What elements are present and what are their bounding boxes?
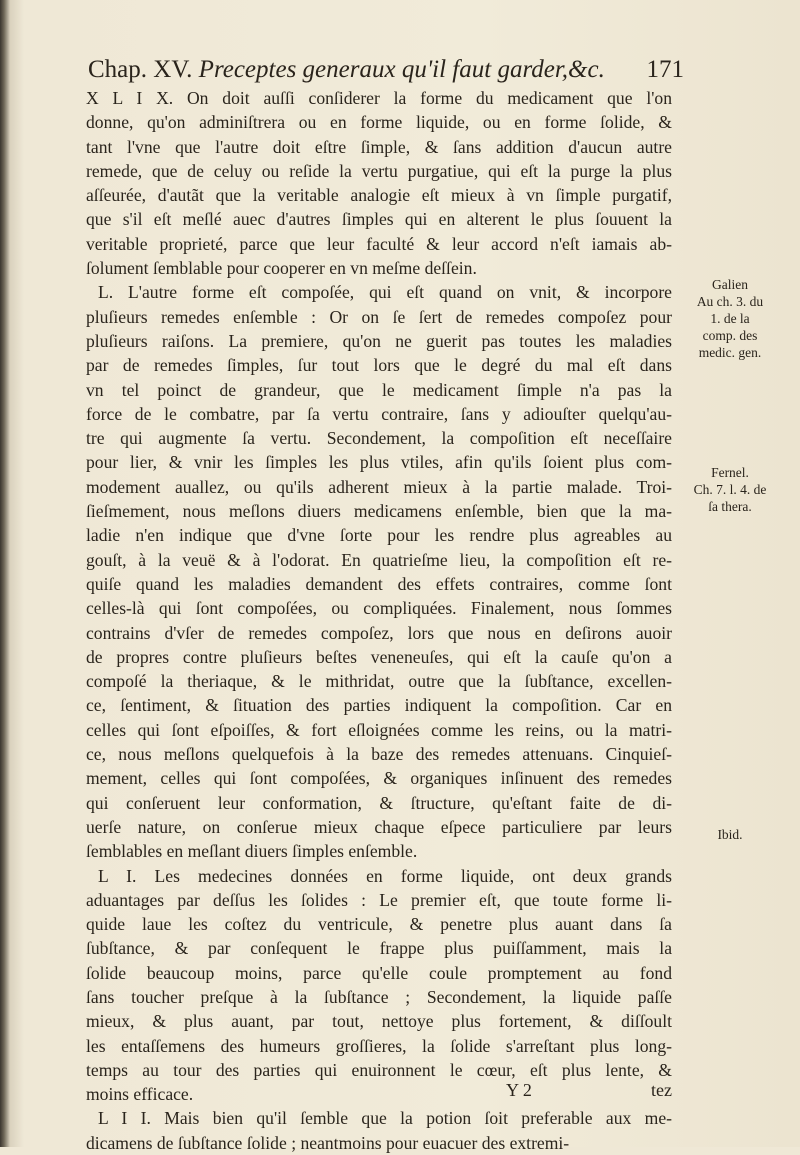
margin-note-line: Galien <box>712 277 748 292</box>
text-line: pour lier, & vnir les ſimples les plus vtiles, afin qu'ils ſoient plus com- <box>86 452 672 473</box>
text-line: donne, qu'on adminiſtrera ou en forme liquide, ou en forme ſolide, & <box>86 112 672 133</box>
text-line: contrains d'vſer de remedes compoſez, lors que nous en deſirons auoir <box>86 622 672 643</box>
body-text <box>86 86 672 1155</box>
text-line: mement, celles qui ſont compoſées, & organiques inſinuent des remedes <box>86 768 672 789</box>
margin-note-line: ſa thera. <box>708 499 752 514</box>
text-line: mieux, & plus auant, par tout, nettoye plus fortement, & diſſoult <box>86 1011 672 1032</box>
text-line: ſolument ſemblable pour cooperer en vn meſme deſſein. <box>86 258 477 279</box>
text-line: les entaſſemens des humeurs groſſieres, la ſolide s'arreſtant plus long- <box>86 1035 672 1056</box>
text-line: L I. Les medecines données en forme liquide, ont deux grands <box>98 865 672 886</box>
text-line: temps au tour des parties qui enuironnent le cœur, eſt plus lente, & <box>86 1059 672 1080</box>
text-line: uerſe nature, on conſerue mieux chaque eſpece particuliere par leurs <box>86 816 672 837</box>
margin-note-line: Fernel. <box>711 465 749 480</box>
page-number: 171 <box>646 56 684 83</box>
text-line: ſemblables en meſlant diuers ſimples enſemble. <box>86 841 418 862</box>
text-line: moins efficace. <box>86 1084 194 1105</box>
text-line: que s'il eſt meſlé auec d'autres ſimples qui en alterent le plus ſouuent la <box>86 209 672 230</box>
text-line: ſubſtance, & par conſequent le frappe plus puiſſamment, mais la <box>86 938 672 959</box>
text-line: qui conſeruent leur conformation, & ſtructure, qu'eſtant faite de di- <box>86 792 672 813</box>
text-line: aduantages par deſſus les ſolides : Le premier eſt, que toute forme li- <box>86 889 672 910</box>
chapter-title: Preceptes generaux qu'il faut garder,&c. <box>198 56 605 83</box>
page-footer <box>86 1080 672 1104</box>
text-line: dicamens de ſubſtance ſolide ; neantmoins pour euacuer des extremi- <box>86 1132 570 1153</box>
text-line: veritable proprieté, parce que leur faculté & leur accord n'eſt iamais ab- <box>86 233 672 254</box>
catchword: tez <box>651 1080 672 1100</box>
running-header <box>88 52 688 88</box>
text-line: quide laue les coſtez du ventricule, & penetre plus auant dans ſa <box>86 914 672 935</box>
text-line: ſans toucher preſque à la ſubſtance ; Secondement, la liquide paſſe <box>86 986 672 1007</box>
text-line: force de le combatre, par ſa vertu contraire, ſans y adiouſter quelqu'au- <box>86 403 672 424</box>
text-line: de propres contre pluſieurs beſtes veneneuſes, qui eſt la cauſe qu'on a <box>86 646 672 667</box>
text-line: X L I X. On doit auſſi conſiderer la forme du medicament que l'on <box>86 88 672 108</box>
text-line: celles qui ſont eſpoiſſes, & fort eſloignées comme les reins, ou la matri- <box>86 719 672 740</box>
margin-note <box>680 276 780 361</box>
text-line: gouſt, à la veuë & à l'odorat. En quatrieſme lieu, la compoſition eſt re- <box>86 549 672 570</box>
text-line: remede, que de celuy ou reſide la vertu purgatiue, qui eſt la purge la plus <box>86 160 672 181</box>
chapter-number: Chap. XV. <box>88 56 193 83</box>
text-line: vn tel poinct de grandeur, que le medicament ſimple n'a pas la <box>86 379 672 400</box>
margin-note-line: Ibid. <box>717 827 743 842</box>
text-line: ce, nous meſlons quelquefois à la baze des remedes attenuans. Cinquieſ- <box>86 744 672 765</box>
margin-note <box>680 464 780 515</box>
text-line: compoſé la theriaque, & le mithridat, outre que la ſubſtance, excellen- <box>86 671 672 692</box>
text-line: ſieſmement, nous meſlons diuers medicamens enſemble, bien que la ma- <box>86 501 672 522</box>
text-line: tant l'vne que l'autre doit eſtre ſimple, & ſans addition d'aucun autre <box>86 136 672 157</box>
text-line: L I I. Mais bien qu'il ſemble que la potion ſoit preferable aux me- <box>98 1108 672 1129</box>
text-line: ce, ſentiment, & ſituation des parties indiquent la compoſition. Car en <box>86 695 672 716</box>
margin-note-line: Ch. 7. l. 4. de <box>693 482 767 497</box>
text-line: quiſe quand les maladies demandent des effets contraires, comme ſont <box>86 573 672 594</box>
margin-note-line: medic. gen. <box>698 345 762 360</box>
text-line: celles-là qui ſont compoſées, ou compliquées. Finalement, nous ſommes <box>86 598 672 619</box>
text-line: tre qui augmente ſa vertu. Secondement, la compoſition eſt neceſſaire <box>86 428 672 449</box>
text-line: pluſieurs remedes enſemble : Or on ſe ſert de remedes compoſez pour <box>86 306 672 327</box>
margin-note-line: Au ch. 3. du <box>696 294 764 309</box>
text-line: par de remedes ſimples, ſur tout lors que le degré du mal eſt dans <box>86 355 672 376</box>
text-line: modement auallez, ou qu'ils adherent mieux à la partie malade. Troi- <box>86 476 672 497</box>
text-line: pluſieurs raiſons. La premiere, qu'on ne guerit pas toutes les maladies <box>86 330 672 351</box>
text-line: ladie n'en indique que d'vne ſorte pour les rendre plus agreables au <box>86 525 672 546</box>
margin-note-line: comp. des <box>702 328 758 343</box>
text-line: aſſeurée, d'autãt que la veritable analogie eſt mieux à vn ſimple purgatif, <box>86 185 672 206</box>
margin-note <box>680 826 780 843</box>
margin-note-line: 1. de la <box>710 311 750 326</box>
signature-mark: Y 2 <box>506 1080 532 1100</box>
text-line: ſolide beaucoup moins, parce qu'elle coule promptement au fond <box>86 962 672 983</box>
text-line: L. L'autre forme eſt compoſée, qui eſt quand on vnit, & incorpore <box>98 282 672 303</box>
